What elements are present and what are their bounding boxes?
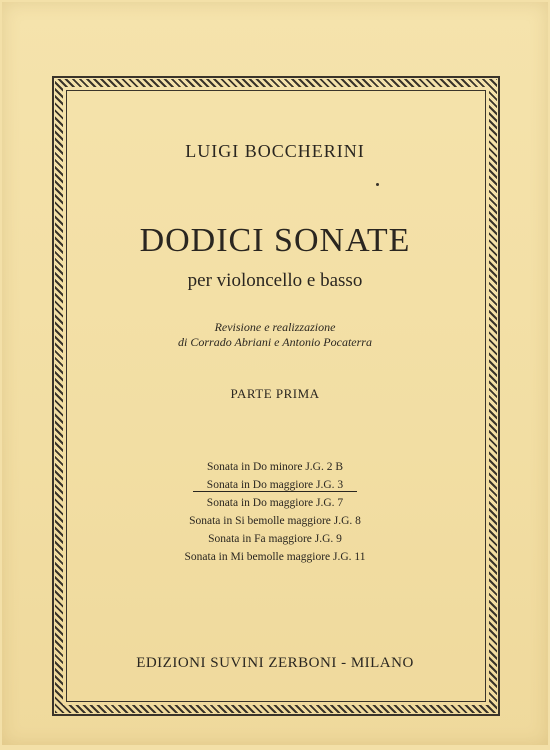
- list-item: Sonata in Si bemolle maggiore J.G. 8: [189, 515, 361, 527]
- publisher-name: EDIZIONI SUVINI ZERBONI - MILANO: [136, 655, 414, 671]
- sonata-list: [0, 458, 550, 566]
- revision-line: Revisione e realizzazione: [214, 320, 336, 334]
- list-item: Sonata in Do minore J.G. 2 B: [206, 461, 344, 473]
- ink-dot: [376, 183, 379, 186]
- work-title: DODICI SONATE: [139, 222, 411, 259]
- list-item: Sonata in Do maggiore J.G. 7: [206, 497, 344, 509]
- revision-credits: [0, 320, 550, 350]
- composer-name: LUIGI BOCCHERINI: [185, 141, 365, 161]
- list-item: Sonata in Do maggiore J.G. 3: [0, 476, 550, 494]
- part-label: PARTE PRIMA: [230, 386, 320, 401]
- work-subtitle: per violoncello e basso: [187, 270, 363, 291]
- revision-line: di Corrado Abriani e Antonio Pocaterra: [178, 335, 372, 349]
- list-item: Sonata in Fa maggiore J.G. 9: [208, 533, 342, 545]
- list-item: Sonata in Mi bemolle maggiore J.G. 11: [184, 551, 366, 563]
